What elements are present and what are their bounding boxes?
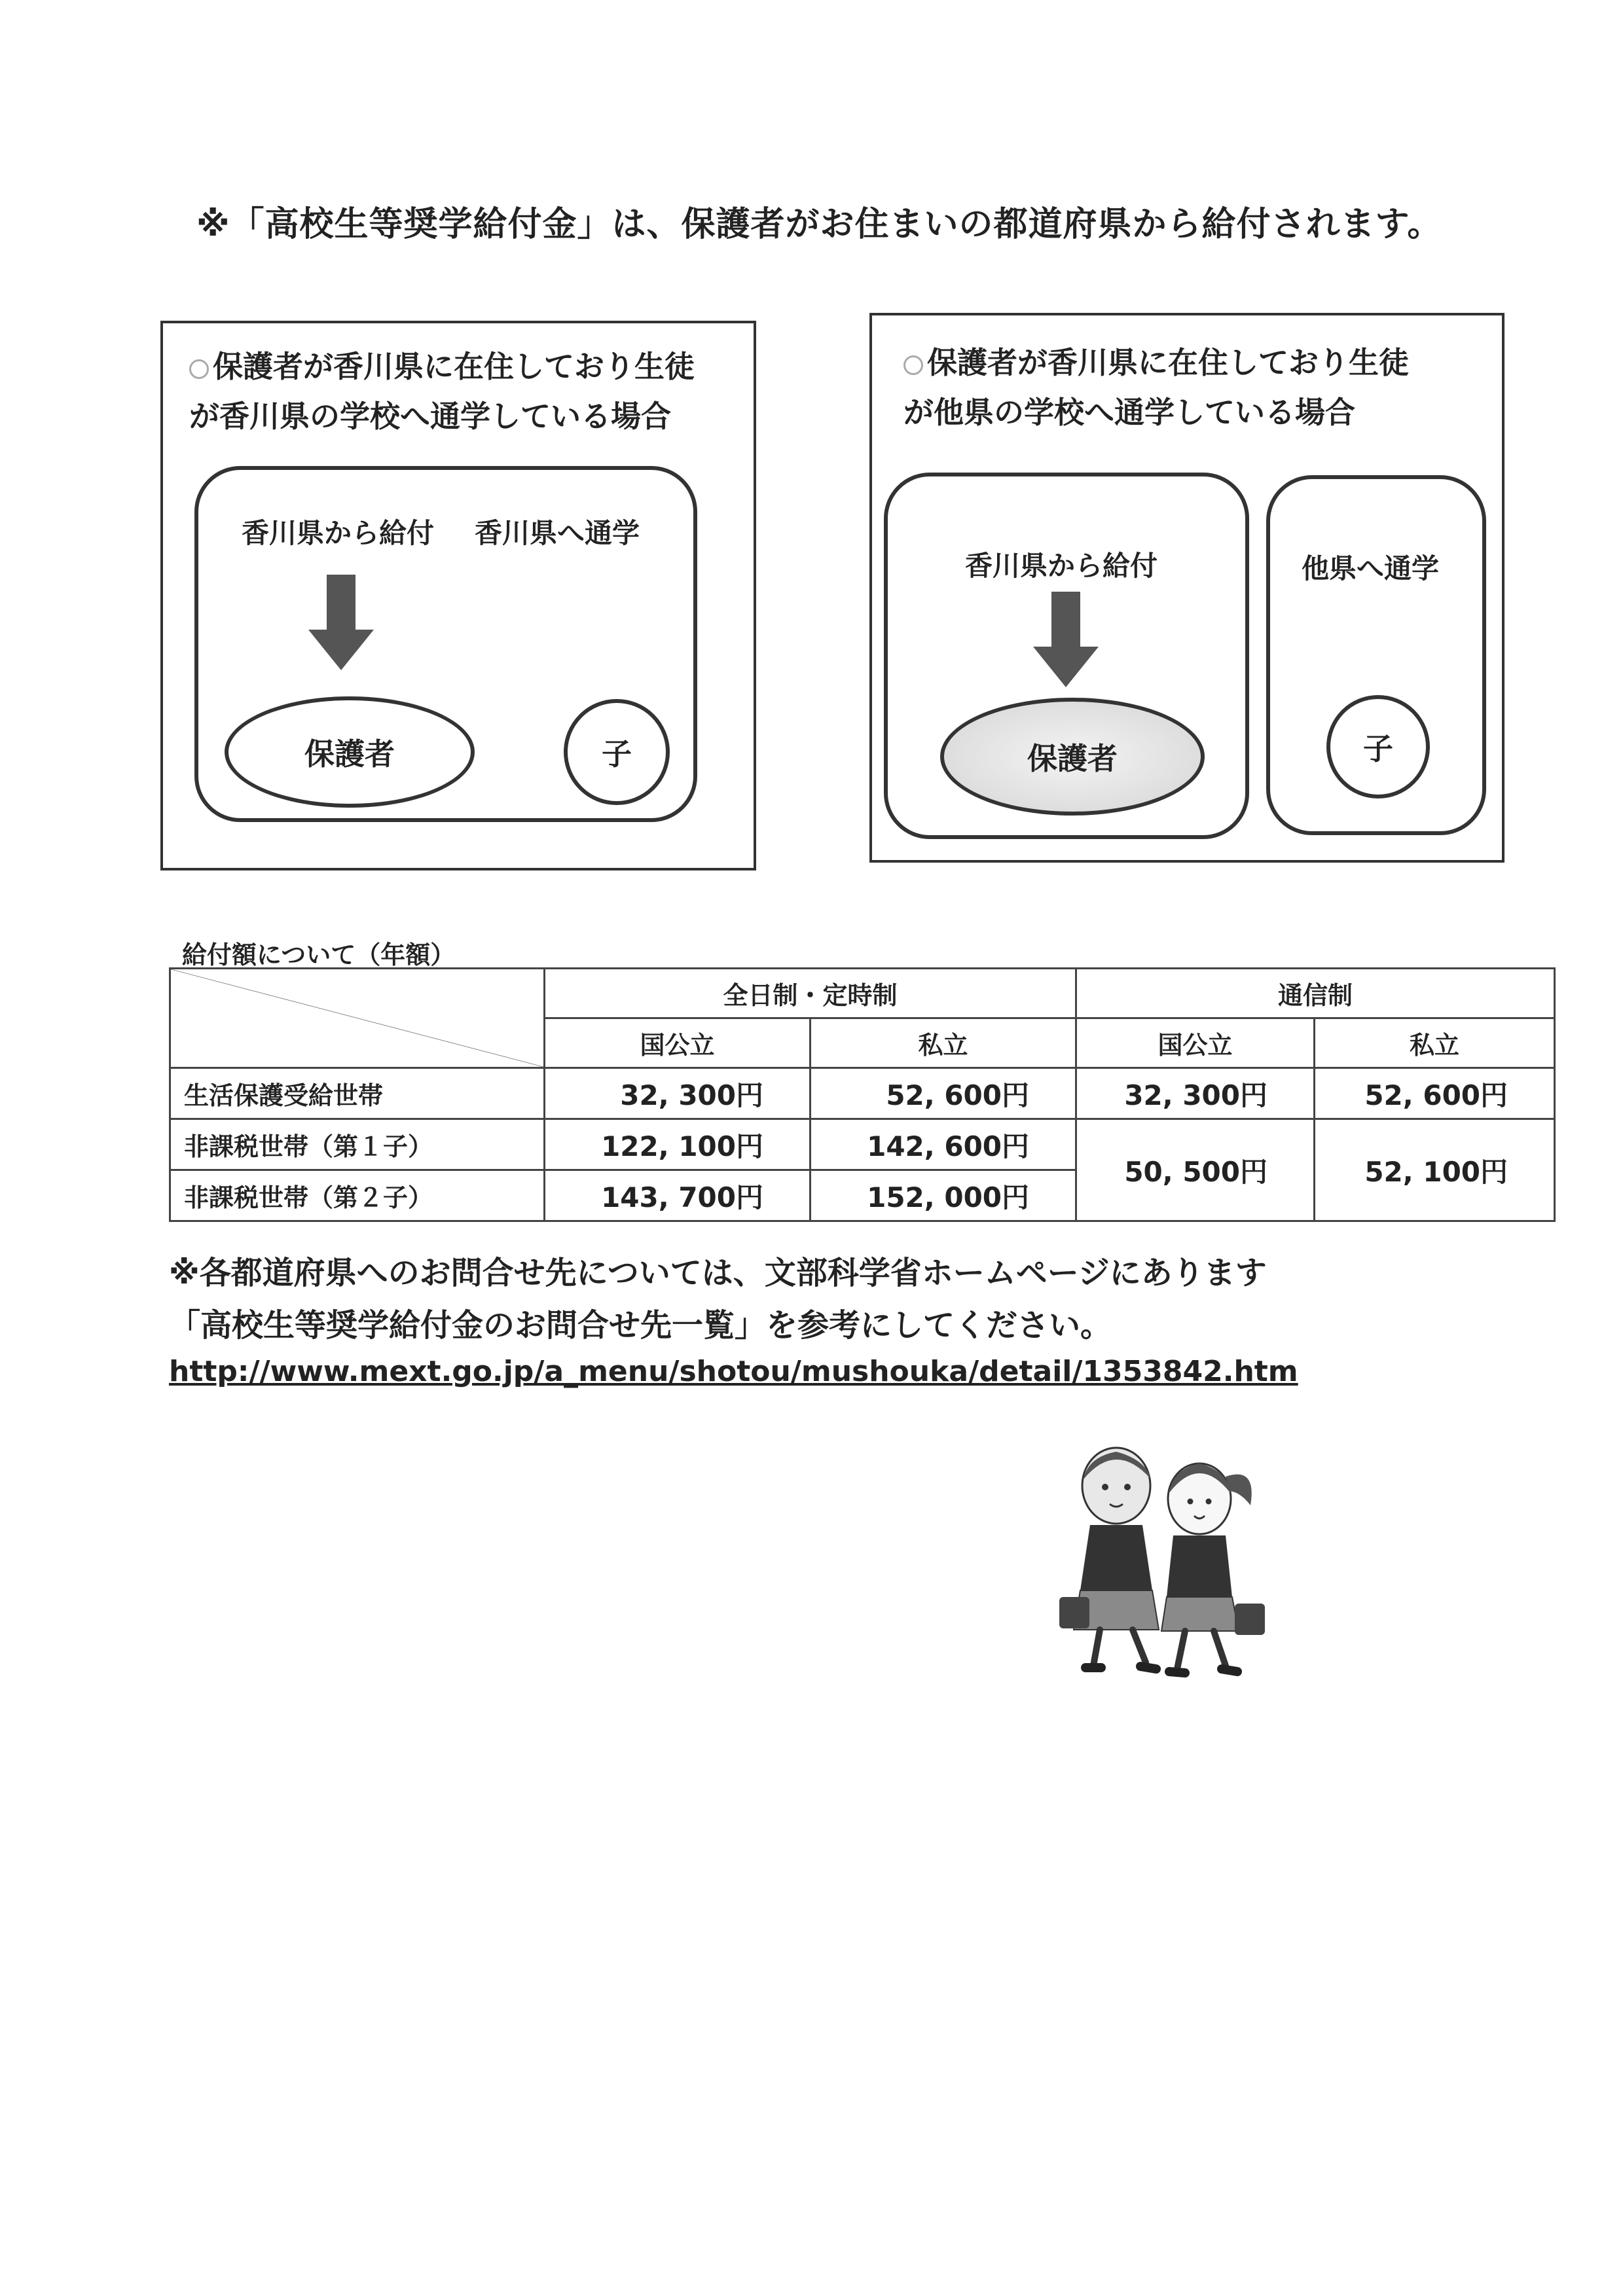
header-fulltime-public: 国公立 bbox=[545, 1018, 811, 1068]
guardian-label: 保護者 bbox=[1027, 741, 1118, 776]
mext-contact-link[interactable]: http://www.mext.go.jp/a_menu/shotou/mushouka/detail/1353842.htm bbox=[169, 1355, 1298, 1388]
row-label: 生活保護受給世帯 bbox=[170, 1068, 545, 1119]
header-fulltime: 全日制・定時制 bbox=[545, 969, 1076, 1018]
payment-label: 香川県から給付 bbox=[242, 517, 435, 549]
header-correspondence-public: 国公立 bbox=[1076, 1018, 1315, 1068]
header-corner-cell bbox=[170, 969, 545, 1068]
down-arrow-icon bbox=[308, 575, 374, 670]
panel-heading-line2: が他県の学校へ通学している場合 bbox=[903, 395, 1355, 430]
header-correspondence-private: 私立 bbox=[1315, 1018, 1555, 1068]
panel-heading-line1 bbox=[903, 338, 1409, 387]
amount-cell: 32, 300円 bbox=[545, 1068, 811, 1119]
top-note: ※「高校生等奨学給付金」は、保護者がお住まいの都道府県から給付されます。 bbox=[196, 205, 1442, 244]
table-row bbox=[170, 1068, 1555, 1119]
child-circle bbox=[564, 699, 670, 805]
diagram-panel-other-prefecture bbox=[869, 313, 1504, 863]
student-left bbox=[1059, 1448, 1159, 1669]
students-walking-illustration bbox=[1054, 1440, 1290, 1689]
student-right bbox=[1161, 1463, 1265, 1673]
bullet-circle-icon bbox=[903, 355, 923, 375]
footer-note-line2: 「高校生等奨学給付金のお問合せ先一覧」を参考にしてください。 bbox=[169, 1307, 1112, 1344]
amount-cell-merged: 52, 100円 bbox=[1315, 1119, 1555, 1221]
amount-cell: 143, 700円 bbox=[545, 1170, 811, 1221]
down-arrow-icon bbox=[1033, 592, 1099, 687]
kagawa-prefecture-box bbox=[194, 466, 697, 822]
header-correspondence: 通信制 bbox=[1076, 969, 1555, 1018]
commute-label: 香川県へ通学 bbox=[475, 517, 640, 549]
bullet-circle-icon bbox=[189, 359, 209, 379]
amount-cell: 152, 000円 bbox=[811, 1170, 1076, 1221]
amount-cell-merged: 50, 500円 bbox=[1076, 1119, 1315, 1221]
footer-note-line1: ※各都道府県へのお問合せ先については、文部科学省ホームページにあります bbox=[169, 1255, 1267, 1291]
diagonal-line bbox=[171, 969, 543, 1067]
amount-cell: 32, 300円 bbox=[1076, 1068, 1315, 1119]
amount-cell: 122, 100円 bbox=[545, 1119, 811, 1170]
amount-cell: 52, 600円 bbox=[1315, 1068, 1555, 1119]
row-label: 非課税世帯（第１子） bbox=[170, 1119, 545, 1170]
table-caption: 給付額について（年額） bbox=[182, 941, 456, 969]
child-circle bbox=[1326, 695, 1430, 798]
commute-label: 他県へ通学 bbox=[1302, 552, 1440, 584]
diagram-panel-same-prefecture bbox=[160, 321, 756, 870]
payment-label: 香川県から給付 bbox=[965, 550, 1158, 582]
amount-cell: 142, 600円 bbox=[811, 1119, 1076, 1170]
panel-heading-line2: が香川県の学校へ通学している場合 bbox=[189, 399, 671, 434]
table-row bbox=[170, 1119, 1555, 1170]
benefit-amount-table bbox=[169, 967, 1556, 1222]
row-label: 非課税世帯（第２子） bbox=[170, 1170, 545, 1221]
child-label: 子 bbox=[602, 736, 632, 772]
panel-heading-text: 保護者が香川県に在住しており生徒 bbox=[213, 349, 695, 384]
amount-cell: 52, 600円 bbox=[811, 1068, 1076, 1119]
panel-heading-line1 bbox=[189, 342, 695, 391]
guardian-ellipse bbox=[225, 696, 475, 808]
panel-heading-text: 保護者が香川県に在住しており生徒 bbox=[927, 345, 1409, 380]
kagawa-prefecture-box bbox=[884, 473, 1249, 839]
child-label: 子 bbox=[1363, 731, 1393, 766]
guardian-label: 保護者 bbox=[304, 736, 395, 772]
header-fulltime-private: 私立 bbox=[811, 1018, 1076, 1068]
guardian-ellipse bbox=[940, 698, 1205, 816]
other-prefecture-box bbox=[1266, 475, 1486, 835]
